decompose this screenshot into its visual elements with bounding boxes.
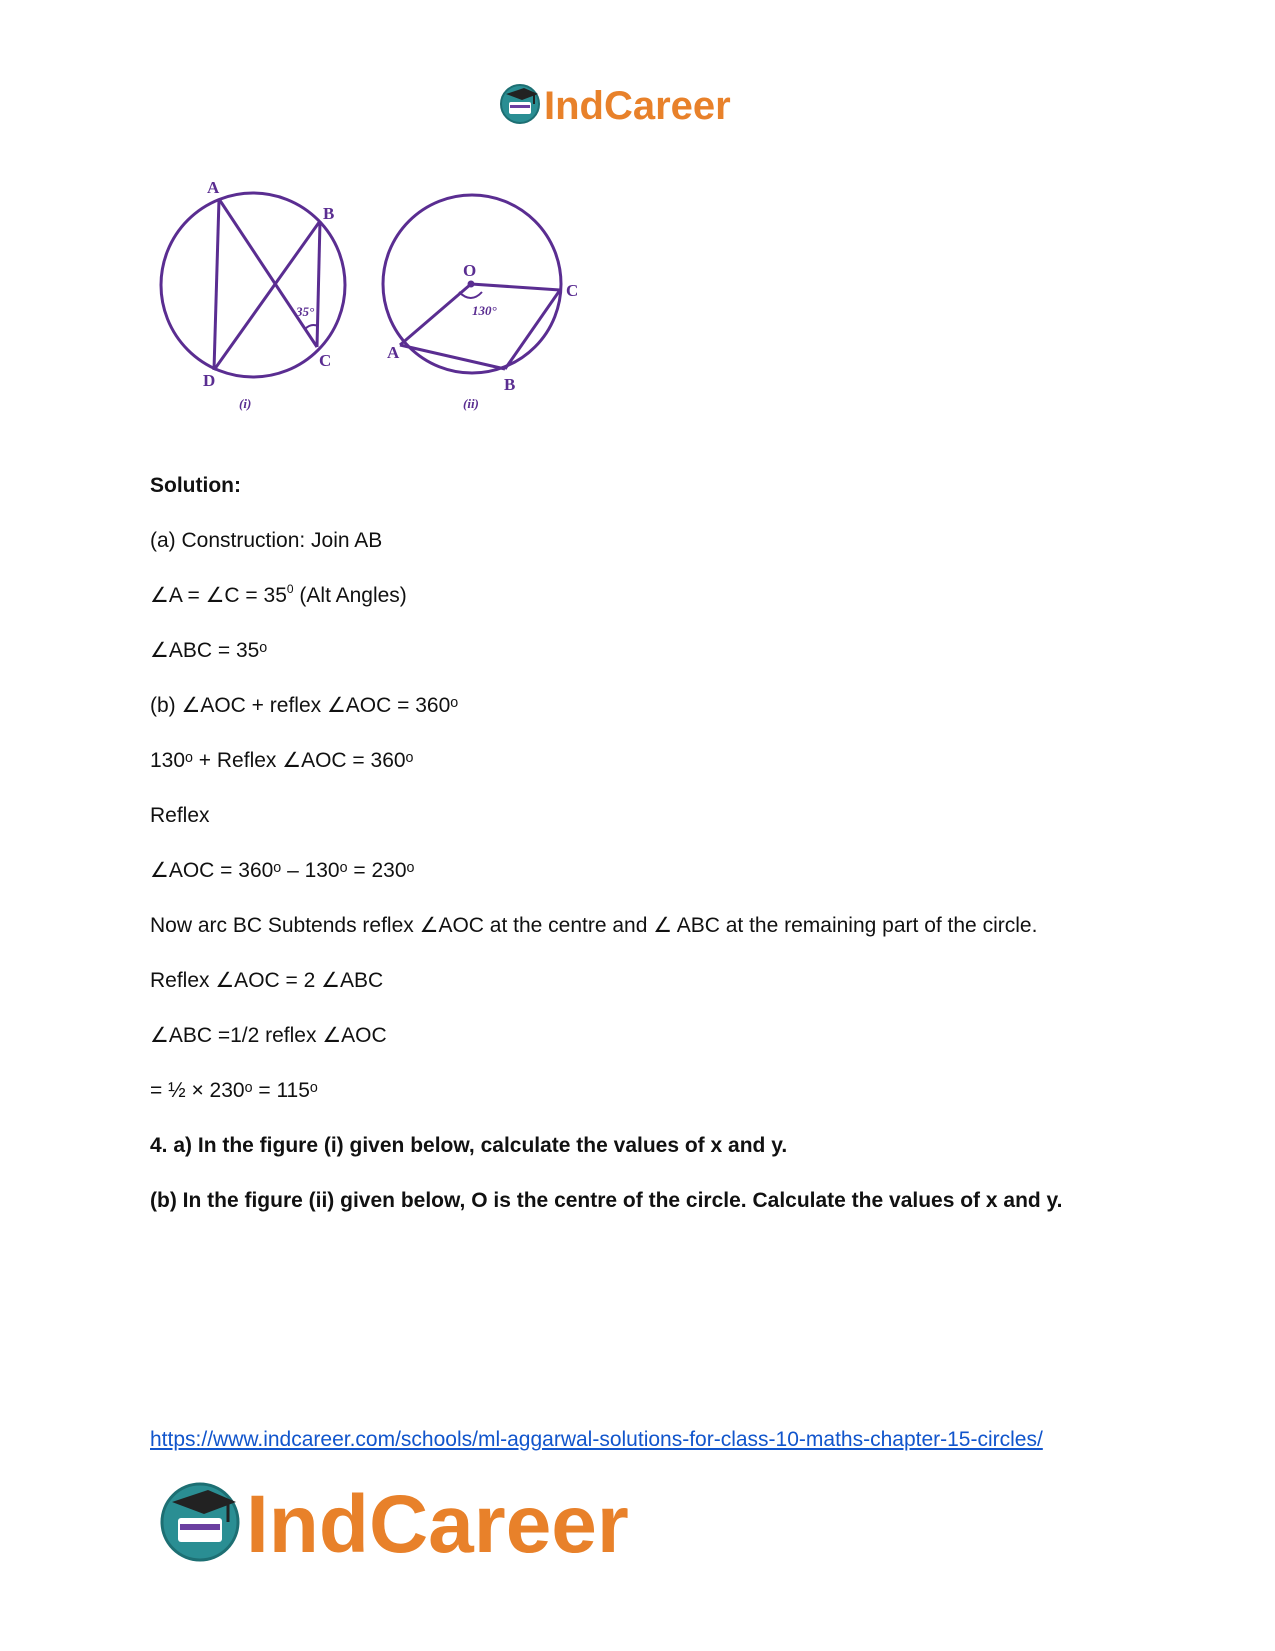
- question-4a: 4. a) In the figure (i) given below, calculate the values of x and y.: [150, 1134, 788, 1157]
- fig2-radius-oc: [471, 284, 560, 290]
- fig2-label-b: B: [504, 375, 516, 394]
- graduation-cap-globe-icon: [162, 1484, 238, 1560]
- fig1-label-d: D: [203, 371, 216, 390]
- chapter-url-link[interactable]: https://www.indcareer.com/schools/ml-aggarwal-solutions-for-class-10-maths-chapter-15-circles/: [150, 1428, 1043, 1451]
- fig2-label-a: A: [387, 343, 400, 362]
- fig1-chord-ad: [214, 199, 219, 370]
- fig2-label-o: O: [463, 261, 477, 280]
- fig1-label-b: B: [323, 204, 335, 223]
- fig1-chord-ac: [219, 199, 317, 347]
- solution-line: = ½ × 230ᵒ = 115ᵒ: [150, 1079, 318, 1102]
- circle-geometry-figure: [155, 180, 625, 440]
- logo-wordmark: IndCareer: [544, 84, 731, 128]
- solution-line: Now arc BC Subtends reflex ∠AOC at the centre and ∠ ABC at the remaining part of the circle.: [150, 914, 1038, 937]
- equation-text: ∠A = ∠C = 35: [150, 584, 287, 607]
- solution-line: Reflex ∠AOC = 2 ∠ABC: [150, 969, 384, 992]
- solution-line: ∠AOC = 360ᵒ – 130ᵒ = 230ᵒ: [150, 859, 415, 882]
- solution-heading: Solution:: [150, 474, 241, 497]
- fig2-chord-bc: [505, 290, 560, 369]
- graduation-cap-globe-icon: [501, 85, 539, 123]
- solution-line: (a) Construction: Join AB: [150, 529, 383, 552]
- fig2-label-c: C: [566, 281, 579, 300]
- solution-line: (b) ∠AOC + reflex ∠AOC = 360ᵒ: [150, 694, 459, 717]
- fig1-caption: (i): [239, 396, 252, 411]
- fig2-caption: (ii): [463, 396, 479, 411]
- equation-note: (Alt Angles): [293, 584, 407, 607]
- fig1-chord-bc: [317, 221, 320, 347]
- indcareer-logo-bottom: [160, 1470, 700, 1570]
- solution-line: ∠ABC =1/2 reflex ∠AOC: [150, 1024, 387, 1047]
- solution-line: [150, 582, 1135, 610]
- fig1-label-a: A: [207, 180, 220, 197]
- solution-line: 130ᵒ + Reflex ∠AOC = 360ᵒ: [150, 749, 414, 772]
- solution-line: ∠ABC = 35ᵒ: [150, 639, 268, 662]
- question-4b: (b) In the figure (ii) given below, O is the centre of the circle. Calculate the values of x and y.: [150, 1189, 1063, 1212]
- fig1-label-c: C: [319, 351, 332, 370]
- fig1-chord-bd: [214, 221, 320, 370]
- degree-superscript: 0: [286, 582, 294, 596]
- solution-line: Reflex: [150, 804, 210, 827]
- fig2-center-dot: [468, 281, 475, 288]
- indcareer-logo-top: [500, 78, 780, 130]
- solution-content: [150, 472, 1135, 1242]
- logo-wordmark: IndCareer: [246, 1479, 629, 1570]
- fig2-angle-label: 130°: [472, 303, 497, 318]
- fig2-chord-ab: [400, 345, 505, 369]
- fig1-angle-label: 35°: [296, 304, 315, 319]
